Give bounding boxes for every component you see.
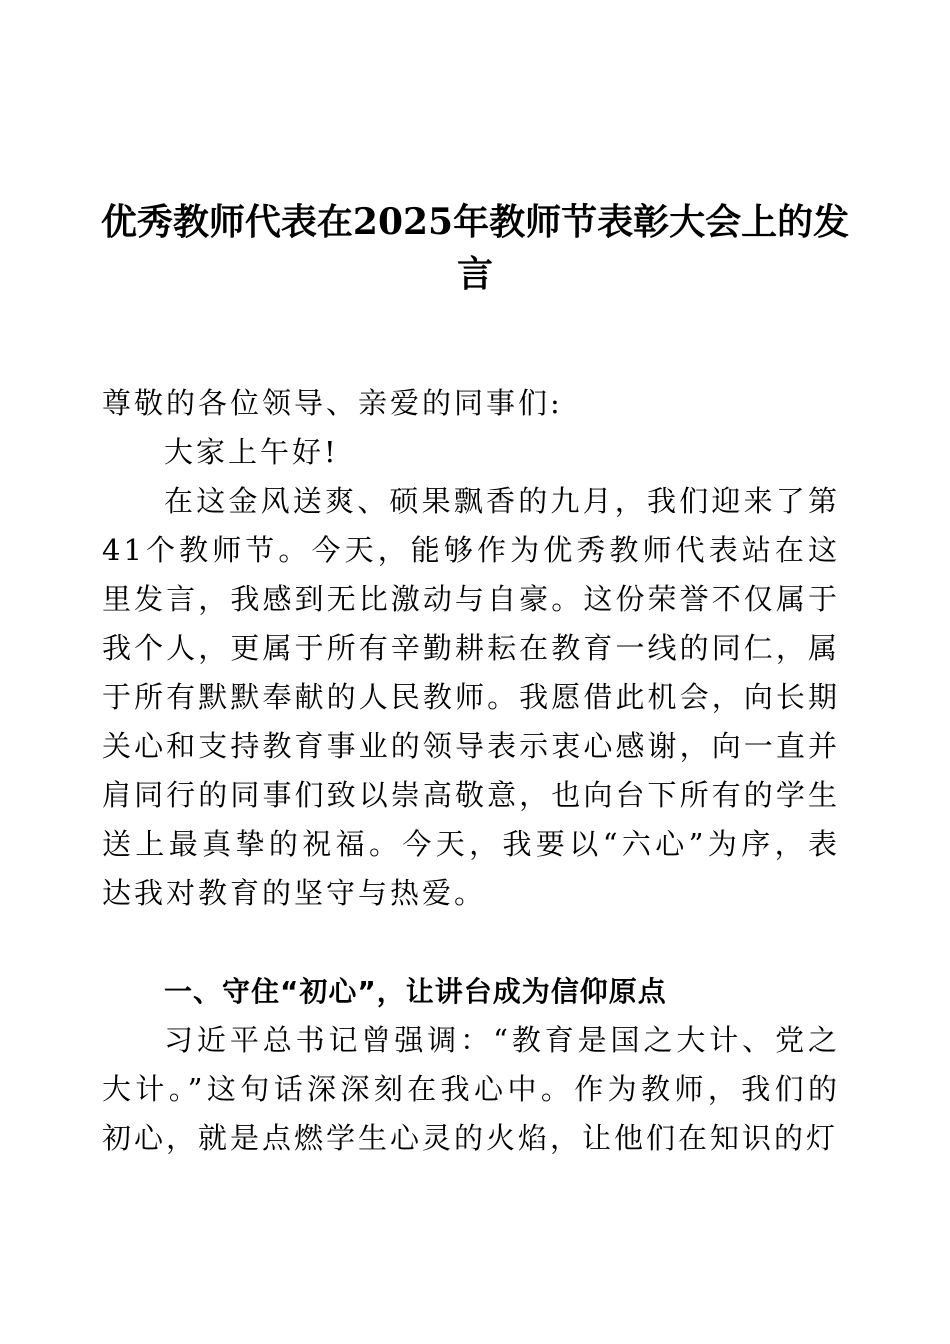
paragraph-section-1: 习近平总书记曾强调：“教育是国之大计、党之大计。”这句话深深刻在我心中。作为教师，我们的初心，就是点燃学生心灵的火焰，让他们在知识的灯 [102,1023,840,1155]
paragraph-intro: 在这金风送爽、硕果飘香的九月，我们迎来了第41个教师节。今天，能够作为优秀教师代表站在这里发言，我感到无比激动与自豪。这份荣誉不仅属于我个人，更属于所有辛勤耕耘在教育一线的同仁，属于所有默默奉献的人民教师。我愿借此机会，向长期关心和支持教育事业的领导表示衷心感谢，向一直并肩同行的同事们致以崇高敬意，也向台下所有的学生送上最真挚的祝福。今天，我要以“六心”为序，表达我对教育的坚守与热爱。 [102,484,840,910]
salutation: 尊敬的各位领导、亲爱的同事们: [102,386,563,420]
document-title: 优秀教师代表在2025年教师节表彰大会上的发言 [100,201,850,295]
greeting: 大家上午好! [164,435,339,469]
section-heading: 一、守住“初心”，让讲台成为信仰原点 [164,975,667,1008]
document-body [102,379,840,1163]
